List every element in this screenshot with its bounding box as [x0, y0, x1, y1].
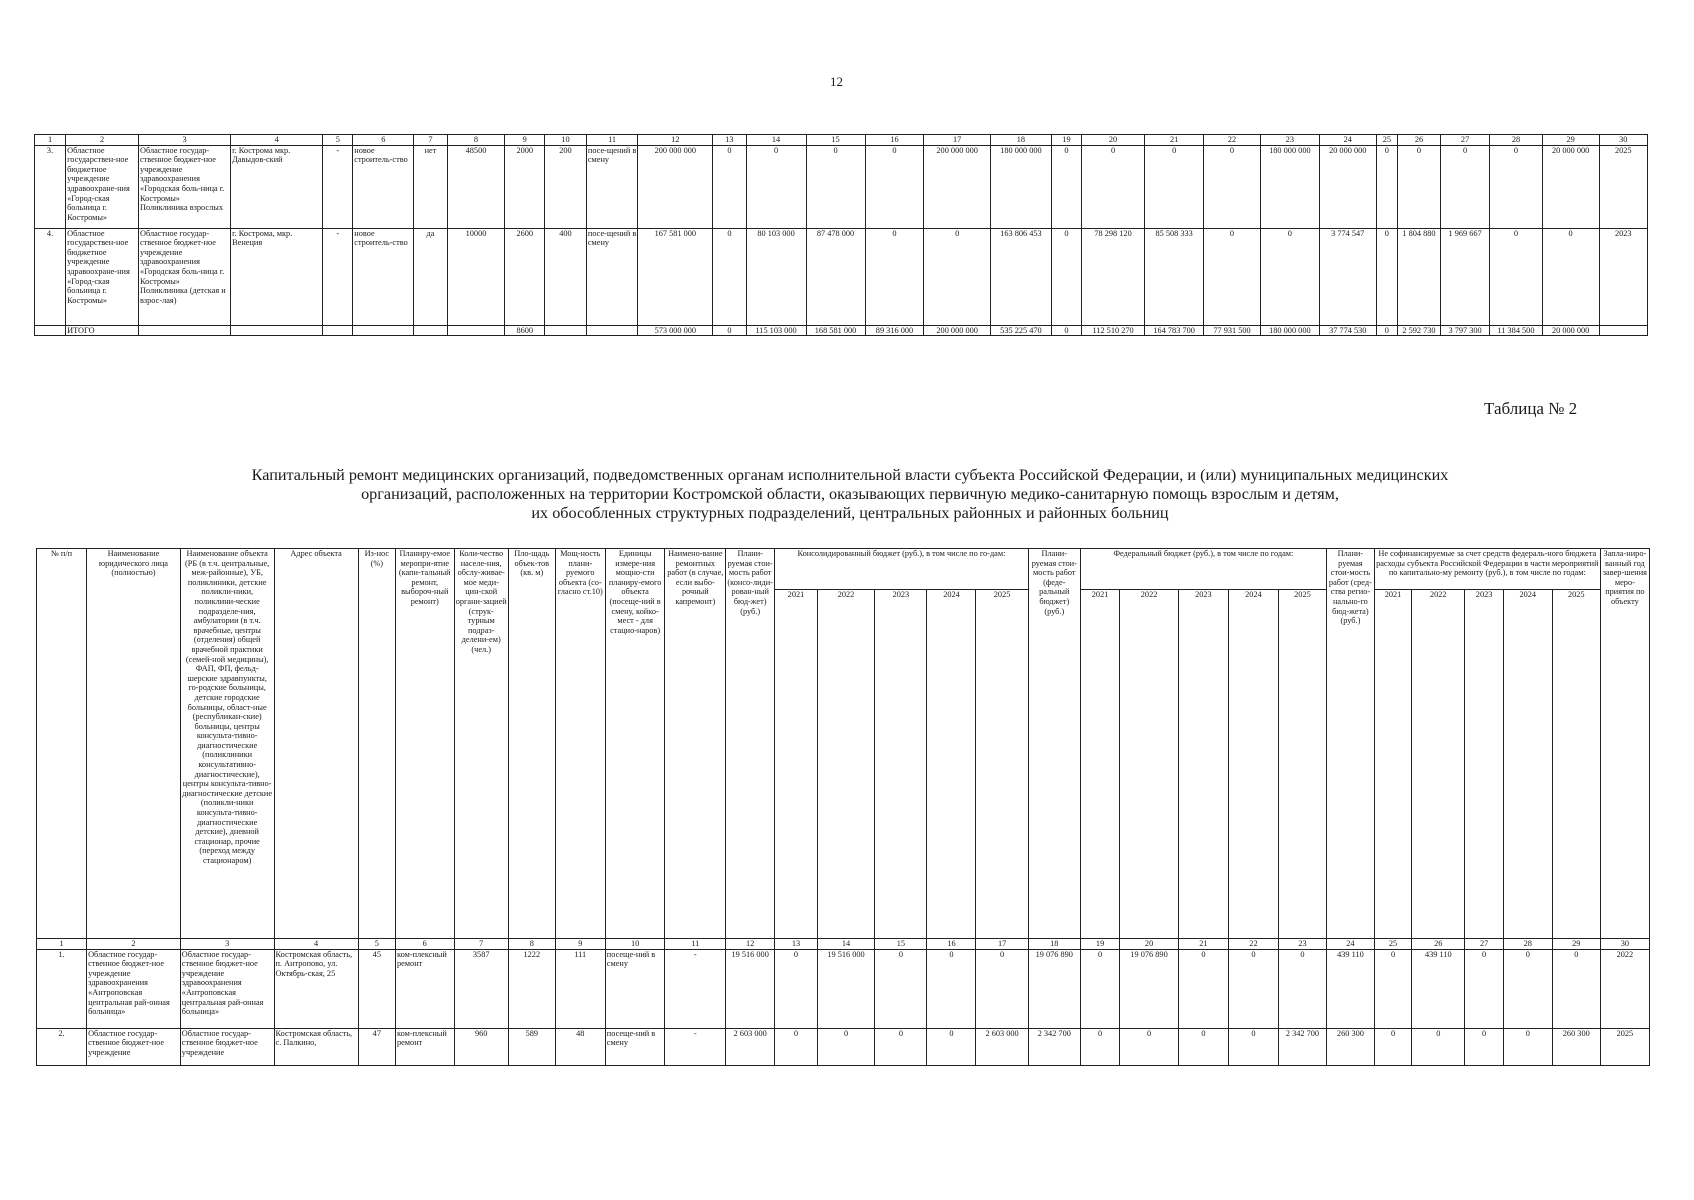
table-cell: -: [665, 949, 726, 1028]
table-cell: 21: [1145, 135, 1204, 146]
table-cell: 2025: [1599, 145, 1647, 228]
table-row: [37, 1028, 1650, 1065]
year-cell: 2025: [1278, 590, 1326, 939]
table-cell: 25: [1374, 939, 1411, 950]
table-cell: 22: [1228, 939, 1278, 950]
table-cell: 15: [806, 135, 865, 146]
table-cell: 0: [1228, 949, 1278, 1028]
table-cell: 1: [37, 939, 87, 950]
table-cell: [586, 325, 637, 336]
table-cell: 7: [414, 135, 447, 146]
table-cell: 0: [1080, 949, 1119, 1028]
table-cell: 23: [1278, 939, 1326, 950]
table-cell: 0: [1051, 228, 1081, 325]
table-cell: [447, 325, 505, 336]
table-cell: 0: [1178, 1028, 1228, 1065]
table-cell: 18: [1028, 939, 1080, 950]
table-cell: 0: [1412, 1028, 1465, 1065]
table-cell: Костромская область, п. Антропово, ул. Октябрь-ская, 25: [274, 949, 358, 1028]
table-cell: 5: [358, 939, 395, 950]
table-cell: 3587: [454, 949, 508, 1028]
hdr-wear: Из-нос (%): [358, 549, 395, 939]
hdr-capacity-units: Единицы измере-ния мощно-сти планиру-емого объекта (посеще-ний в смену, койко-мест - для стацио-наров): [605, 549, 665, 939]
table-cell: 0: [1081, 145, 1144, 228]
table-cell: 0: [1490, 228, 1543, 325]
table-cell: 17: [924, 135, 990, 146]
hdr-area: Пло-щадь объек-тов (кв. м): [508, 549, 555, 939]
table-cell: 13: [775, 939, 818, 950]
table-cell: 3 774 547: [1319, 228, 1376, 325]
year-cell: 2024: [1228, 590, 1278, 939]
year-cell: 2022: [817, 590, 875, 939]
table-cell: 16: [865, 135, 924, 146]
title-line-2: организаций, расположенных на территории Костромской области, оказывающих первичную медико-санитарную помощь взрослым и детям,: [361, 485, 1339, 503]
table-cell: 0: [865, 145, 924, 228]
table-cell: 3 797 300: [1440, 325, 1489, 336]
table-cell: Областное государ-ственное бюджет-ное учреждение здравоохранения «Антроповская центральная рай-онная больница»: [87, 949, 181, 1028]
table-cell: Областное государствен-ное бюджетное учреждение здравоохране-ния «Город-ская больница г. Костромы»: [66, 145, 139, 228]
table-cell: 29: [1552, 939, 1600, 950]
table-cell: 0: [1120, 1028, 1179, 1065]
table-cell: 200 000 000: [638, 145, 713, 228]
table-cell: 2023: [1599, 228, 1647, 325]
year-cell: 2023: [875, 590, 927, 939]
table-cell: 167 581 000: [638, 228, 713, 325]
table-cell: 2 592 730: [1398, 325, 1441, 336]
table-cell: 0: [1080, 1028, 1119, 1065]
table-cell: 0: [713, 145, 746, 228]
table-cell: 10: [545, 135, 587, 146]
table-cell: 260 300: [1326, 1028, 1374, 1065]
table-cell: 3: [138, 135, 230, 146]
table-cell: 200 000 000: [924, 325, 990, 336]
table-cell: 0: [1278, 949, 1326, 1028]
table-cell: 8: [508, 939, 555, 950]
column-number-row: [35, 135, 1648, 146]
table-cell: 19: [1051, 135, 1081, 146]
table-cell: 2 342 700: [1028, 1028, 1080, 1065]
table-cell: 439 110: [1412, 949, 1465, 1028]
table-cell: 20 000 000: [1542, 145, 1599, 228]
table-cell: [323, 325, 353, 336]
table-cell: 89 316 000: [865, 325, 924, 336]
table-cell: 0: [775, 949, 818, 1028]
table-cell: 2.: [37, 1028, 87, 1065]
hdr-capacity: Мощ-ность плани-руемого объекта (со-гласно ст.10): [555, 549, 605, 939]
hdr-planned-measure: Планиру-емое меропри-ятие (капи-тальный ремонт, выбороч-ный ремонт): [395, 549, 454, 939]
table-cell: 2600: [505, 228, 545, 325]
year-cell: 2024: [927, 590, 976, 939]
hdr-population: Коли-чество населе-ния, обслу-живае-мое меди-цин-ской органи-зацией (струк-турным подраз-делени-ем) (чел.): [454, 549, 508, 939]
table-cell: 3: [180, 939, 274, 950]
table-cell: 9: [555, 939, 605, 950]
table-cell: посе-щений в смену: [586, 228, 637, 325]
table-cell: 23: [1260, 135, 1319, 146]
table-cell: [353, 325, 414, 336]
table-cell: -: [323, 228, 353, 325]
table-cell: Областное государ-ственное бюджет-ное учреждение: [180, 1028, 274, 1065]
table-cell: 10000: [447, 228, 505, 325]
table-cell: 1 804 880: [1398, 228, 1441, 325]
table-cell: 0: [1552, 949, 1600, 1028]
table-cell: г. Кострома мкр. Давыдов-ский: [231, 145, 323, 228]
table-cell: 19 076 890: [1120, 949, 1179, 1028]
table-cell: 2: [66, 135, 139, 146]
table-cell: 26: [1398, 135, 1441, 146]
table-cell: 25: [1376, 135, 1397, 146]
year-cell: 2022: [1120, 590, 1179, 939]
table-cell: 29: [1542, 135, 1599, 146]
table-cell: 20: [1081, 135, 1144, 146]
table-cell: 14: [746, 135, 806, 146]
table-cell: 0: [1440, 145, 1489, 228]
table-cell: 20 000 000: [1542, 325, 1599, 336]
hdr-regional-cost: Плани-руемая стои-мость работ (сред-ства регио-нально-го бюд-жета) (руб.): [1326, 549, 1374, 939]
table-cell: ИТОГО: [66, 325, 139, 336]
table-cell: 77 931 500: [1204, 325, 1261, 336]
table-cell: 180 000 000: [1260, 325, 1319, 336]
hdr-legal-entity: Наименование юридического лица (полностью): [87, 549, 181, 939]
year-cell: 2021: [1374, 590, 1411, 939]
hdr-consolidated-years: Консолидированный бюджет (руб.), в том числе по го-дам:: [775, 549, 1029, 590]
table-cell: Костромская область, с. Палкино,: [274, 1028, 358, 1065]
table-cell: [1599, 325, 1647, 336]
table-cell: 0: [775, 1028, 818, 1065]
hdr-federal-cost: Плани-руемая стои-мость работ (феде-ральный бюджет) (руб.): [1028, 549, 1080, 939]
year-cell: 2025: [976, 590, 1028, 939]
table-cell: 0: [1503, 1028, 1552, 1065]
year-cell: 2022: [1412, 590, 1465, 939]
table-cell: 0: [1228, 1028, 1278, 1065]
table-cell: 112 510 270: [1081, 325, 1144, 336]
table-cell: 22: [1204, 135, 1261, 146]
year-cell: 2024: [1503, 590, 1552, 939]
table-cell: 19 076 890: [1028, 949, 1080, 1028]
table-cell: 0: [1145, 145, 1204, 228]
table-cell: 30: [1600, 939, 1649, 950]
table-cell: 4: [274, 939, 358, 950]
year-cell: 2025: [1552, 590, 1600, 939]
table-cell: 200 000 000: [924, 145, 990, 228]
table-cell: 19: [1080, 939, 1119, 950]
year-cell: 2021: [775, 590, 818, 939]
table-cell: 0: [1178, 949, 1228, 1028]
table-cell: новое строитель-ство: [353, 145, 414, 228]
table-cell: 3.: [35, 145, 66, 228]
table-cell: 2 342 700: [1278, 1028, 1326, 1065]
table-cell: 24: [1319, 135, 1376, 146]
hdr-consolidated-cost: Плани-руемая стои-мость работ (консо-лиди-рован-ный бюд-жет) (руб.): [726, 549, 775, 939]
hdr-object-name: Наименование объекта (РБ (в т.ч. центральные, меж-районные), УБ, поликлиники, детские поликли-ники, поликлини-ческие подразделе-ния, амбулатории (в т.ч. врачебные, центры (отделения) общей врачебной практики (семей-ной медицины), ФАП, ФП, фельд-шерские здравпункты, го-родские больницы, детские городские больницы, област-ные (республикан-ские) больницы, центры консульта-тивно-диагностические (поликлиники консультативно-диагностические), центры консульта-тивно-диагностические детские (поликли-ники консульта-тивно-диагностические детские), дневной стационар, прочие (переход между стационаром): [180, 549, 274, 939]
hdr-address: Адрес объекта: [274, 549, 358, 939]
table-cell: 0: [875, 1028, 927, 1065]
table-cell: 27: [1440, 135, 1489, 146]
table-cell: 0: [976, 949, 1028, 1028]
table-cell: нет: [414, 145, 447, 228]
table-cell: 0: [1204, 228, 1261, 325]
table-cell: [231, 325, 323, 336]
table-cell: 0: [1398, 145, 1441, 228]
table-cell: 6: [395, 939, 454, 950]
table-cell: 8600: [505, 325, 545, 336]
table-cell: 1.: [37, 949, 87, 1028]
table-cell: ком-плексный ремонт: [395, 949, 454, 1028]
table-cell: 573 000 000: [638, 325, 713, 336]
title-line-3: их обособленных структурных подразделений, центральных районных и районных больниц: [531, 504, 1169, 522]
table-cell: 0: [924, 228, 990, 325]
table-cell: 960: [454, 1028, 508, 1065]
table-cell: 20 000 000: [1319, 145, 1376, 228]
table-cell: 87 478 000: [806, 228, 865, 325]
table-cell: 27: [1465, 939, 1503, 950]
table-cell: 439 110: [1326, 949, 1374, 1028]
table-cell: 30: [1599, 135, 1647, 146]
table-cell: 19 516 000: [817, 949, 875, 1028]
table-cell: 0: [875, 949, 927, 1028]
table-cell: 17: [976, 939, 1028, 950]
table-cell: 85 508 333: [1145, 228, 1204, 325]
table-cell: 2000: [505, 145, 545, 228]
table-cell: 9: [505, 135, 545, 146]
table-cell: 11 384 500: [1490, 325, 1543, 336]
table-cell: 589: [508, 1028, 555, 1065]
table-cell: -: [323, 145, 353, 228]
table-cell: 16: [927, 939, 976, 950]
table-cell: -: [665, 1028, 726, 1065]
table-cell: 164 783 700: [1145, 325, 1204, 336]
table-cell: 0: [1374, 1028, 1411, 1065]
table-cell: 0: [927, 949, 976, 1028]
table-cell: 47: [358, 1028, 395, 1065]
table-cell: [35, 325, 66, 336]
table-cell: 2022: [1600, 949, 1649, 1028]
table-label: Таблица № 2: [1484, 399, 1578, 418]
table-cell: 0: [1376, 228, 1397, 325]
table-cell: 18: [990, 135, 1051, 146]
table-cell: 0: [1490, 145, 1543, 228]
table-row: [35, 228, 1648, 325]
table-cell: 0: [1051, 325, 1081, 336]
table-cell: 0: [746, 145, 806, 228]
table-cell: 37 774 530: [1319, 325, 1376, 336]
year-cell: 2023: [1465, 590, 1503, 939]
header-row-1: [37, 549, 1650, 590]
table-cell: 12: [638, 135, 713, 146]
table-cell: 26: [1412, 939, 1465, 950]
table-row: [37, 949, 1650, 1028]
table-cell: 0: [927, 1028, 976, 1065]
investment-table-1: [34, 134, 1648, 336]
table-cell: 0: [865, 228, 924, 325]
hdr-completion-year: Запла-ниро-ванный год завер-шения меро-приятия по объекту: [1600, 549, 1649, 939]
table-cell: новое строитель-ство: [353, 228, 414, 325]
table-cell: 80 103 000: [746, 228, 806, 325]
table-cell: 0: [1542, 228, 1599, 325]
table-cell: 78 298 120: [1081, 228, 1144, 325]
table-cell: 10: [605, 939, 665, 950]
hdr-federal-years: Федеральный бюджет (руб.), в том числе по годам:: [1080, 549, 1326, 590]
table-cell: 0: [1376, 145, 1397, 228]
table-cell: 1: [35, 135, 66, 146]
table-cell: 4.: [35, 228, 66, 325]
table-cell: 2 603 000: [976, 1028, 1028, 1065]
table-cell: 7: [454, 939, 508, 950]
table-cell: [414, 325, 447, 336]
table-cell: ком-плексный ремонт: [395, 1028, 454, 1065]
table-row: [35, 145, 1648, 228]
table-cell: 20: [1120, 939, 1179, 950]
table-cell: Областное государ-ственное бюджет-ное учреждение здравоохранения «Городская боль-ница г. Костромы» Поликлиника взрослых: [138, 145, 230, 228]
table-cell: 13: [713, 135, 746, 146]
table-cell: 4: [231, 135, 323, 146]
table-cell: 14: [817, 939, 875, 950]
table-cell: 6: [353, 135, 414, 146]
column-number-row: [37, 939, 1650, 950]
table-cell: 28: [1503, 939, 1552, 950]
table-cell: 2: [87, 939, 181, 950]
table-cell: 0: [713, 228, 746, 325]
table-cell: [138, 325, 230, 336]
table-cell: 0: [1503, 949, 1552, 1028]
table-cell: 180 000 000: [990, 145, 1051, 228]
table-cell: 0: [817, 1028, 875, 1065]
table-cell: посеще-ний в смену: [605, 949, 665, 1028]
table-cell: Областное государ-ственное бюджет-ное учреждение здравоохранения «Антроповская центральная рай-онная больница»: [180, 949, 274, 1028]
table-cell: 168 581 000: [806, 325, 865, 336]
year-cell: 2023: [1178, 590, 1228, 939]
table-cell: 11: [586, 135, 637, 146]
table-cell: посеще-ний в смену: [605, 1028, 665, 1065]
table-cell: 24: [1326, 939, 1374, 950]
table-cell: 45: [358, 949, 395, 1028]
table-cell: 1222: [508, 949, 555, 1028]
table-cell: 0: [1204, 145, 1261, 228]
table-cell: 0: [1374, 949, 1411, 1028]
table-cell: Областное государ-ственное бюджет-ное учреждение: [87, 1028, 181, 1065]
table-cell: 180 000 000: [1260, 145, 1319, 228]
table-cell: 115 103 000: [746, 325, 806, 336]
table-cell: 535 225 470: [990, 325, 1051, 336]
table-cell: 400: [545, 228, 587, 325]
table-cell: 48500: [447, 145, 505, 228]
table-cell: 0: [1376, 325, 1397, 336]
table-cell: 0: [1051, 145, 1081, 228]
table-cell: [545, 325, 587, 336]
hdr-repair-works: Наимено-вание ремонтных работ (в случае, если выбо-рочный капремонт): [665, 549, 726, 939]
hdr-num: № п/п: [37, 549, 87, 939]
table-cell: 11: [665, 939, 726, 950]
hdr-regional-years: Не софинансируемые за счет средств федераль-ного бюджета расходы субъекта Российской Федерации в части мероприятий по капитально-му ремонту (руб.), в том числе по годам:: [1374, 549, 1600, 590]
year-cell: 2021: [1080, 590, 1119, 939]
table-cell: 48: [555, 1028, 605, 1065]
table-cell: 0: [1465, 1028, 1503, 1065]
table-cell: 0: [1260, 228, 1319, 325]
page-number: 12: [830, 74, 843, 89]
table-cell: 5: [323, 135, 353, 146]
table-cell: 8: [447, 135, 505, 146]
table-cell: 21: [1178, 939, 1228, 950]
table-cell: 0: [806, 145, 865, 228]
table-cell: 260 300: [1552, 1028, 1600, 1065]
table-title: [60, 466, 1640, 523]
table-cell: 15: [875, 939, 927, 950]
table-cell: посе-щений в смену: [586, 145, 637, 228]
capital-repair-table: [36, 548, 1650, 1066]
table-cell: 1 969 667: [1440, 228, 1489, 325]
table-cell: 0: [713, 325, 746, 336]
title-line-1: Капитальный ремонт медицинских организаций, подведомственных органам исполнительной власти субъекта Российской Федерации, и (или) муниципальных медицинских: [251, 466, 1449, 484]
total-row: [35, 325, 1648, 336]
table-cell: Областное государ-ственное бюджет-ное учреждение здравоохранения «Городская боль-ница г. Костромы» Поликлиника (детская и взрос-лая): [138, 228, 230, 325]
table-cell: 200: [545, 145, 587, 228]
table-cell: 163 806 453: [990, 228, 1051, 325]
table-cell: да: [414, 228, 447, 325]
table-cell: 12: [726, 939, 775, 950]
table-cell: г. Кострома, мкр. Венеция: [231, 228, 323, 325]
table-cell: 2025: [1600, 1028, 1649, 1065]
table-cell: 19 516 000: [726, 949, 775, 1028]
table-cell: 2 603 000: [726, 1028, 775, 1065]
table-cell: Областное государствен-ное бюджетное учреждение здравоохране-ния «Город-ская больница г. Костромы»: [66, 228, 139, 325]
table-cell: 28: [1490, 135, 1543, 146]
table-cell: 0: [1465, 949, 1503, 1028]
table-cell: 111: [555, 949, 605, 1028]
